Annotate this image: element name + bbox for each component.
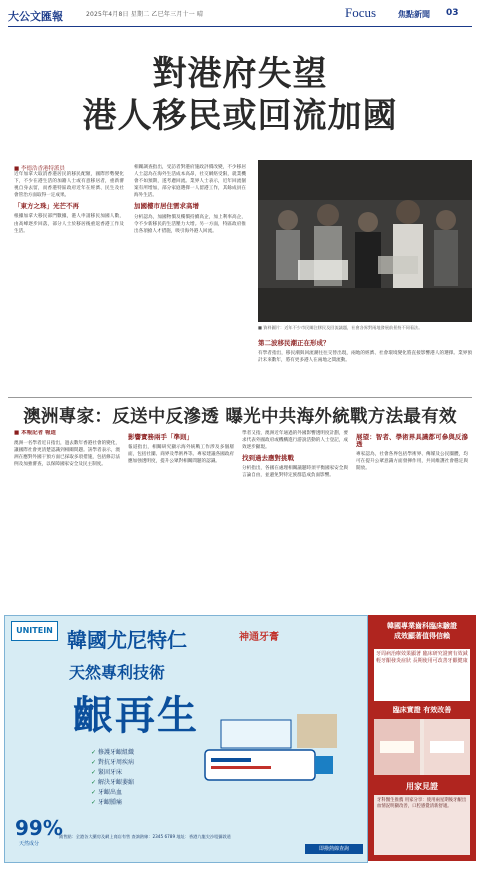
feature-item: ✓ 對抗牙周疾病 [91,758,134,768]
natural-percent-label: 天然成分 [19,841,40,847]
article1-para-1: 近年加拿大取消香港居民的移民配額，國際形勢變化下，不少在港生活的加籍人士或有意移居者，重新審視自身去留，而香港特區政府近年在經濟、民生及社會管治方面取得一定成果。 [14,172,124,199]
article1-subhead-3: 第二波移民潮正在形成？ [258,339,330,347]
article1-col4-text: 有學者指出，移民潮與回流潮往往交替出現，兩地的經濟、社會環境變化將直接影響港人的選擇。業界預計未來數年，將有更多港人在兩地之間流動。 [258,351,472,364]
article2-column-4 [356,430,468,606]
article1-column-3 [258,336,472,392]
article2-para-2: 報道指出，相關研究顯示海外統戰工作涉及多個層面，包括社團、商界及學術界等。專家建議各國政府應加強透明度，提升公眾對相關問題的認識。 [128,445,234,465]
ad-tech-label: 天然專利技術 [69,663,166,682]
article2-column-3 [242,430,348,606]
clinical-title: 韓國專業齒科臨床驗證 成效顯著值得信賴 [387,622,457,640]
article1-col3-text: 分析認為，加國物價及樓價持續高企，加上利率高企，令不少新移民的生活壓力大增。另一方面，特區政府推出各項搶人才措施，吸引海外港人回流。 [134,214,246,234]
clinical-description: 牙周病治療效果顯著 臨床研究證實有效減輕牙齦發炎症狀 長期使用可改善牙齦健康 [374,649,470,701]
article1-column-2 [134,164,246,392]
feature-item: ✓ 牙齦腫痛 [91,798,134,808]
section-divider [8,397,472,398]
article1-col2-text: 相關調查指出，受訪者對港府施政評價改變，不少移居人士認為在海外生活成本高昂，社交網絡受限，就業機會不如預期，遂考慮回流。業界人士表示，近年回流個案有所增加，部分家庭選擇一人留港工作，其餘成員在海外生活。 [134,165,246,199]
headline-line-1: 對港府失望 [152,54,328,94]
feature-item: ✓ 解決牙齦萎縮 [91,778,134,788]
article2-para-3: 學者又指，澳洲近年通過的外國影響透明度計劃，要求代表外國政府或機構進行游說活動的人士登記，成效逐步顯現。 [242,431,348,451]
article2-subhead-3: 展望：智者、學術界具識都可參與反滲透 [356,433,468,449]
photo-caption: ■ 資料圖片：近年不少市民關注移民及回流議題，社會各界對兩地發展前景持不同看法。 [258,325,423,330]
testimonial-text: 牙科醫生推薦 用家分享：使用兩星期後牙齦出血情況明顯改善，口腔感覺清新舒適。 [374,795,470,855]
article2-byline: ■ 本報記者 報道 [14,430,57,436]
article2-para-5: 專家認為，社會各界包括學術界、傳媒及公民團體，均可在提升公眾意識方面發揮作用，共同維護社會穩定與開放。 [356,452,468,472]
page-header [0,0,480,42]
article2-column-2 [128,430,234,606]
section-name: 焦點新聞 [398,10,430,19]
teeth-comparison-image [374,719,470,775]
ad-tagline: 神通牙膏 [239,632,279,643]
headline-2: 澳洲專家：反送中反滲透 曝光中共海外統戰方法最有效 [23,407,457,427]
news-photo [258,160,472,322]
hotline-button[interactable]: 即撥熱線查詢 [305,844,363,854]
article2-para-4: 分析指出，各國在處理相關議題時須平衡國家安全與言論自由，並避免對特定族群造成負面影響。 [242,466,348,479]
article2-para-1: 澳洲一名學者近日指出，過去數年香港社會的變化，讓國際社會更清楚認識到相關問題。該學者表示，澳洲在應對外國干預方面已採取多項措施，包括修訂法例及加強審查，以保障國家安全及民主制度。 [14,441,120,468]
clinical-heading: 臨床實證 有效改善 [392,706,452,714]
feature-item: ✓ 牙齦出血 [91,788,134,798]
crowd-photo-illustration [258,160,472,322]
ad-title: 韓國尤尼特仁 [67,628,187,652]
toothpaste-ad [4,615,368,863]
advertisement [0,613,480,873]
ad-brand-name: 齦再生 [73,692,199,739]
article2-subhead-2: 找到過去應對挑戰 [242,454,294,463]
ad-contact-info: 銷售點：全港各大藥房及網上商店有售 查詢熱線：2345 6789 地址：香港九龍尖沙咀彌敦道 [59,834,231,839]
article2-subhead-1: 影響實務兩手「準則」 [128,433,193,441]
feature-item: ✓ 緊固牙床 [91,768,134,778]
newspaper-logo: 大公文匯報 [8,10,63,23]
article1-byline: ■ 李德浩香港特派員 [14,166,65,172]
article1-para-2: 根據加拿大移民部門數據，港人申請移民加國人數，由高峰逐步回落，部分人士於移居後重返香港工作及生活。 [14,214,124,234]
issue-date: 2025年4月8日 星期二 乙巳年三月十一 晴 [86,11,204,18]
clinical-ad-panel [368,615,476,861]
section-focus-label: Focus [345,5,377,20]
natural-percent: 99% [15,816,63,840]
brand-logo: UNITEIN [11,621,58,641]
headline-line-2: 港人移民或回流加國 [82,96,398,136]
testimonial-heading: 用家見證 [406,782,438,791]
header-rule [8,26,472,27]
feature-item: ✓ 修護牙齦組織 [91,748,134,758]
toothpaste-tube-illustration [201,710,351,800]
article1-subhead-1: 「東方之珠」光芒不再 [14,202,79,211]
article1-column-1 [14,171,124,393]
article1-subhead-2: 加國樓市居住需求高增 [134,202,199,211]
article2-column-1 [14,430,120,606]
feature-list [91,748,134,808]
page-number: 03 [446,8,459,18]
